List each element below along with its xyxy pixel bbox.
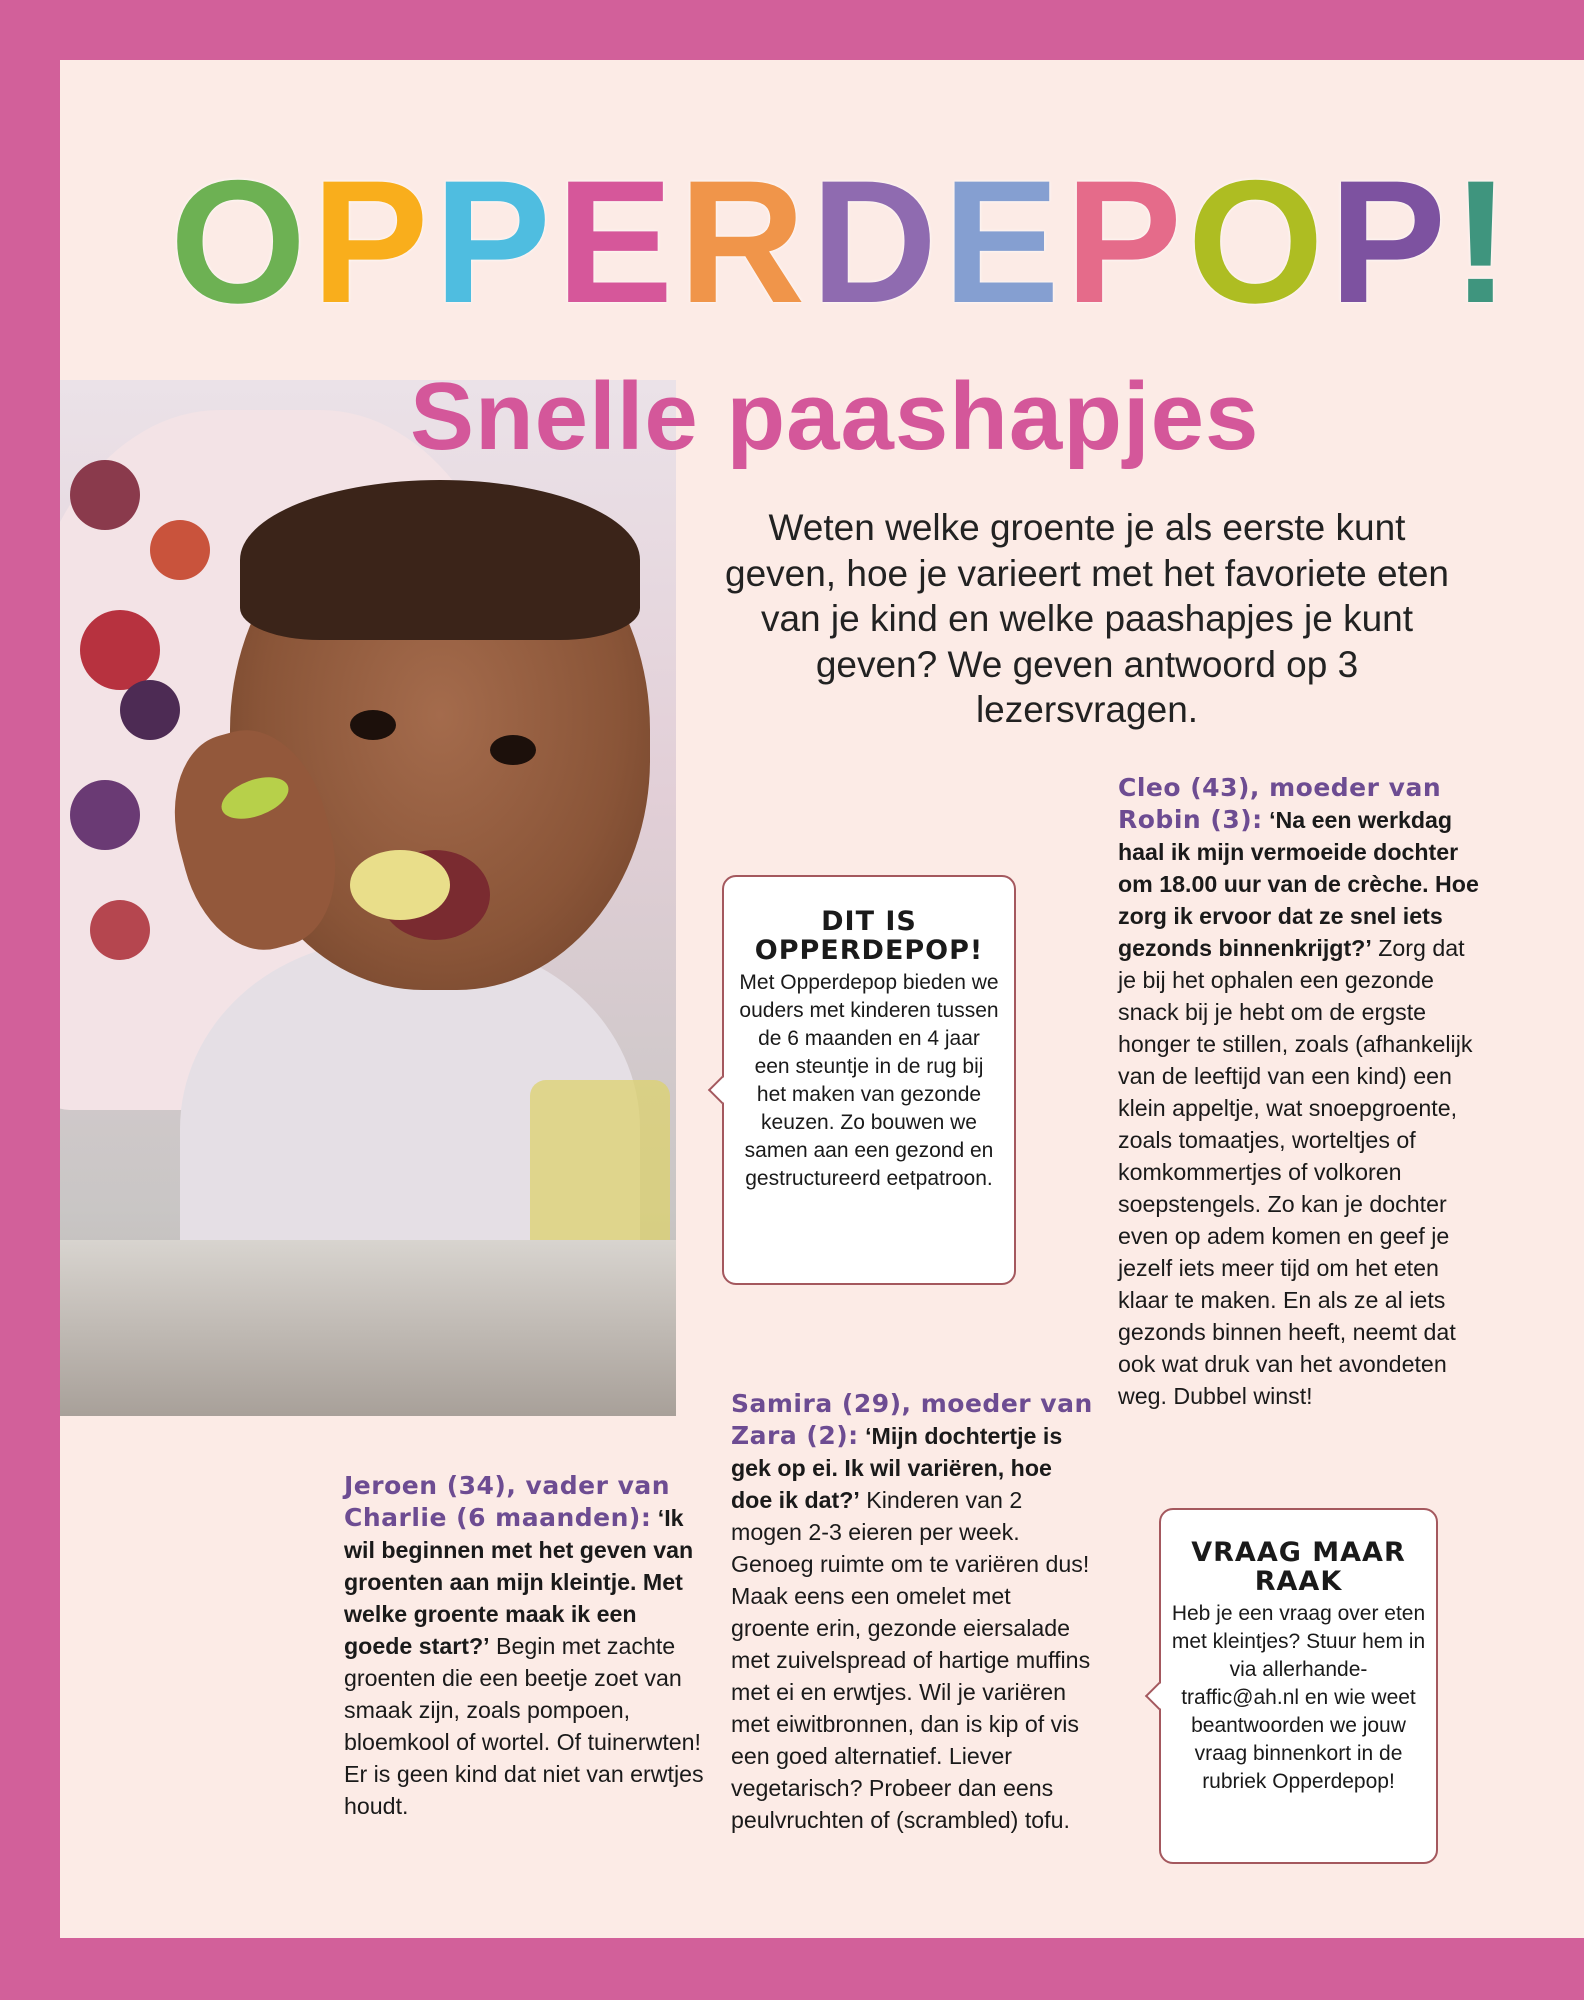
ask-question-box — [1159, 1508, 1438, 1864]
reader-question — [1118, 772, 1484, 1412]
question-text: ‘Na een werkdag haal ik mijn vermoeide dochter om 18.00 uur van de crèche. Hoe zorg ik ervoor dat ze snel iets gezonds binnenkrijgt?’ — [1118, 807, 1479, 961]
ask-box-body: Heb je een vraag over eten met kleintjes? Stuur hem in via allerhande-traffic@ah.nl en wie weet beantwoorden we jouw vraag binnenkort in de rubriek Opperdepop! — [1171, 1602, 1426, 1793]
food — [350, 850, 450, 920]
info-box-body: Met Opperdepop bieden we ouders met kinderen tussen de 6 maanden en 4 jaar een steuntje in de rug bij het maken van gezonde keuzen. Zo bouwen we samen aan een gezond en gestructureerd eetpatroon. — [739, 971, 999, 1190]
polka-dot — [80, 610, 160, 690]
polka-dot — [70, 780, 140, 850]
title-letter: ! — [1451, 145, 1510, 340]
reader-question — [731, 1388, 1093, 1836]
title-letter: P — [1329, 145, 1447, 340]
reader-name: Jeroen (34), vader van Charlie (6 maanden): — [344, 1471, 671, 1532]
title-letter: P — [1065, 145, 1182, 340]
ask-box-heading: VRAAG MAAR RAAK — [1191, 1537, 1406, 1597]
title-letter: O — [170, 145, 307, 340]
title-letter: E — [556, 145, 674, 340]
question-text: ‘Ik wil beginnen met het geven van groenten aan mijn kleintje. Met welke groente maak ik een goede start?’ — [344, 1505, 694, 1659]
answer-text: Kinderen van 2 mogen 2-3 eieren per week. Genoeg ruimte om te variëren dus! Maak eens een omelet met groente erin, gezonde eiersalade met zuivelspread of hartige muffins met ei en erwtjes. Wil je variëren met eiwitbronnen, dan is kip of vis een goed alternatief. Liever vegetarisch? Probeer dan eens peulvruchten of (scrambled) tofu. — [731, 1487, 1091, 1833]
answer-text: Begin met zachte groenten die een beetje zoet van smaak zijn, zoals pompoen, bloemkool of wortel. Of tuinerwten! Er is geen kind dat niet van erwtjes houdt. — [344, 1633, 704, 1819]
answer-text: Zorg dat je bij het ophalen een gezonde snack bij je hebt om de ergste honger te stillen, zoals (afhankelijk van de leeftijd van een kind) een klein appeltje, wat snoepgroente, zoals tomaatjes, worteltjes of komkommertjes of volkoren soepstengels. Zo kan je dochter even op adem komen en geef je jezelf iets meer tijd om het eten klaar te maken. En als ze al iets gezonds binnen heeft, neemt dat ook wat druk van het avondeten weg. Dubbel winst! — [1118, 935, 1473, 1409]
reader-name: Samira (29), moeder van Zara (2): — [731, 1389, 1093, 1450]
reader-name: Cleo (43), moeder van Robin (3): — [1118, 773, 1442, 834]
title-letter: P — [434, 145, 551, 340]
polka-dot — [70, 460, 140, 530]
baby-hair — [240, 480, 640, 640]
baby-eye — [350, 710, 396, 740]
tray — [60, 1240, 676, 1416]
polka-dot — [120, 680, 180, 740]
reader-question — [344, 1470, 706, 1822]
title-letter: D — [810, 145, 938, 340]
baby-eating-photo — [60, 380, 676, 1416]
polka-dot — [150, 520, 210, 580]
title-letter: R — [678, 145, 806, 340]
info-box-heading: DIT IS OPPERDEPOP! — [754, 906, 984, 966]
intro-text: Weten welke groente je als eerste kunt geven, hoe je varieert met het favoriete eten van je kind en welke paashapjes je kunt geven? We geven antwoord op 3 lezersvragen. — [725, 507, 1449, 730]
info-box — [722, 875, 1016, 1285]
article-title: Snelle paashapjes — [410, 363, 1260, 470]
food-cup — [530, 1080, 670, 1260]
title-letter: P — [311, 145, 429, 340]
section-title — [170, 110, 1510, 340]
baby-eye — [490, 735, 536, 765]
title-letter: E — [942, 145, 1060, 340]
question-text: ‘Mijn dochtertje is gek op ei. Ik wil variëren, hoe doe ik dat?’ — [731, 1423, 1063, 1513]
title-letter: O — [1187, 145, 1324, 340]
polka-dot — [90, 900, 150, 960]
